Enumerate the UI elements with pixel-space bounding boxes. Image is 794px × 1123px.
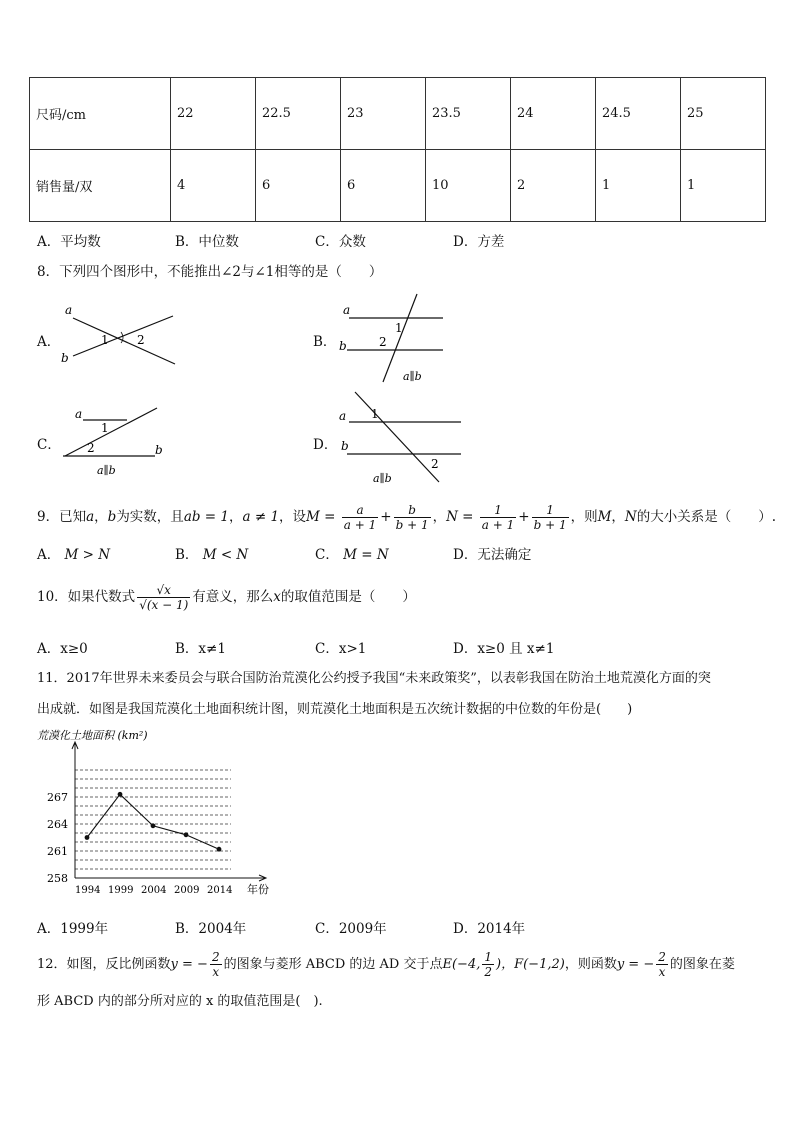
denominator: b + 1 xyxy=(395,518,429,532)
q9-frac-b xyxy=(394,503,431,532)
q12-line-2: 形 ABCD 内的部分所对应的 x 的取值范围是( ). xyxy=(37,994,323,1009)
denominator: a + 1 xyxy=(481,518,515,532)
denominator: x xyxy=(212,965,220,979)
q12-frac-e xyxy=(482,950,494,979)
angle-1-label: 1 xyxy=(395,321,403,335)
x-tick-label: 1994 xyxy=(75,885,101,896)
q8-figure-c xyxy=(55,400,175,478)
q8-figure-b xyxy=(333,290,473,385)
label-a: a xyxy=(343,303,351,317)
label-a: a xyxy=(75,407,83,421)
label-b: b xyxy=(339,339,347,353)
y-tick-label: 258 xyxy=(47,872,68,885)
q10-option-a[interactable]: A．x≥0 xyxy=(37,641,88,657)
parallel-label: a∥b xyxy=(403,370,422,383)
q12-text: 的图象在菱 xyxy=(669,957,735,972)
denominator: √(x − 1) xyxy=(139,598,189,612)
table-cell: 1 xyxy=(596,150,681,222)
y-tick-label: 267 xyxy=(47,791,68,804)
q9-option-a[interactable] xyxy=(37,543,110,563)
option-letter: C． xyxy=(315,547,339,563)
q9-text: ，设 xyxy=(279,509,307,525)
table-row xyxy=(30,150,766,222)
data-point xyxy=(85,835,90,840)
table-cell: 22 xyxy=(171,78,256,150)
numerator: 1 xyxy=(484,950,492,964)
denominator: a + 1 xyxy=(343,518,377,532)
size-sales-table xyxy=(29,77,766,222)
q9-math-ane1: a ≠ 1 xyxy=(242,509,280,525)
q9-text: ， xyxy=(611,509,625,525)
label-b: b xyxy=(341,439,349,453)
q9-math-ab: ab = 1 xyxy=(183,509,229,525)
q7-option-a[interactable]: A．平均数 xyxy=(37,234,101,250)
q12-text: )， xyxy=(496,957,515,972)
table-cell: 25 xyxy=(681,78,766,150)
angle-2-label: 2 xyxy=(379,335,387,349)
q12-frac-2 xyxy=(656,950,668,979)
numerator: b xyxy=(394,503,431,518)
q9-text: ，则 xyxy=(570,509,598,525)
table-cell: 2 xyxy=(511,150,596,222)
table-cell: 4 xyxy=(171,150,256,222)
label-b: b xyxy=(155,443,163,457)
q12-text: 12．如图，反比例函数 xyxy=(37,957,171,972)
data-point xyxy=(217,847,222,852)
q10-math-x: x xyxy=(273,589,281,605)
q12-point-f: F(−1,2) xyxy=(514,957,565,972)
q9-text: ， xyxy=(229,509,243,525)
data-point xyxy=(184,832,189,837)
numerator: a xyxy=(342,503,378,518)
table-cell: 1 xyxy=(681,150,766,222)
q9-math-M2: M xyxy=(597,509,612,525)
q11-line-1: 11．2017年世界未来委员会与联合国防治荒漠化公约授予我国“未来政策奖”，以表彰我国在防治土地荒漠化方面的突 xyxy=(37,671,711,686)
q10-option-b[interactable]: B．x≠1 xyxy=(175,641,226,657)
q10-fraction xyxy=(137,583,190,612)
series-line xyxy=(87,794,219,849)
q11-option-b[interactable]: B．2004年 xyxy=(175,921,247,937)
y-tick-label: 264 xyxy=(47,818,68,831)
angle-2-label: 2 xyxy=(431,457,439,471)
q9-math-N2: N xyxy=(624,509,637,525)
table-cell: 24.5 xyxy=(596,78,681,150)
desertification-line-chart xyxy=(35,725,285,900)
q9-frac-g2 xyxy=(532,503,569,532)
q10-text: 的取值范围是（ ） xyxy=(280,589,416,605)
q10-stem xyxy=(37,583,416,612)
angle-1-label: 1 xyxy=(101,333,109,347)
parallel-label: a∥b xyxy=(373,472,392,485)
q12-text: ，则函数 xyxy=(564,957,617,972)
q9-option-b[interactable] xyxy=(175,543,248,563)
label-b: b xyxy=(61,351,69,365)
q12-text: 的图象与菱形 ABCD 的边 AD 交于点 xyxy=(223,957,443,972)
q10-option-c[interactable]: C．x>1 xyxy=(315,641,367,657)
q11-option-d[interactable]: D．2014年 xyxy=(453,921,526,937)
q8-option-a-label[interactable]: A． xyxy=(37,334,61,350)
angle-2-label: 2 xyxy=(87,441,95,455)
q12-line-1 xyxy=(37,950,735,979)
q9-frac-g1 xyxy=(480,503,516,532)
data-point xyxy=(118,792,123,797)
option-math: M < N xyxy=(202,547,249,563)
q9-frac-a xyxy=(342,503,378,532)
chart-title: 荒漠化土地面积 (km²) xyxy=(37,729,148,742)
x-tick-label: 2009 xyxy=(174,885,200,896)
q9-option-d[interactable]: D．无法确定 xyxy=(453,547,532,563)
q9-math-N: N = xyxy=(446,509,474,525)
table-cell: 22.5 xyxy=(256,78,341,150)
q9-option-c[interactable] xyxy=(315,543,389,563)
table-cell: 10 xyxy=(426,150,511,222)
x-tick-label: 2014 xyxy=(207,885,233,896)
table-cell: 23 xyxy=(341,78,426,150)
table-row xyxy=(30,78,766,150)
option-math: M > N xyxy=(64,547,111,563)
x-tick-label: 1999 xyxy=(108,885,134,896)
q9-text: ， xyxy=(94,509,108,525)
q9-math-b: b xyxy=(107,509,117,525)
q8-option-c-label[interactable]: C． xyxy=(37,437,61,453)
q12-point-e: E(−4, xyxy=(442,957,481,972)
q12-math: y = − xyxy=(616,957,655,972)
table-cell: 尺码/cm xyxy=(30,78,171,150)
q7-option-c[interactable]: C．众数 xyxy=(315,234,366,250)
table-cell: 23.5 xyxy=(426,78,511,150)
q10-text: 有意义，那么 xyxy=(192,589,274,605)
q11-option-c[interactable]: C．2009年 xyxy=(315,921,387,937)
x-tick-label: 2004 xyxy=(141,885,167,896)
q8-figure-a xyxy=(55,298,185,370)
table-cell: 销售量/双 xyxy=(30,150,171,222)
q11-option-a[interactable]: A．1999年 xyxy=(37,921,109,937)
table-cell: 6 xyxy=(341,150,426,222)
numerator: 1 xyxy=(480,503,516,518)
q9-stem xyxy=(37,503,776,532)
q9-text: 的大小关系是（ ）. xyxy=(636,509,777,525)
table-cell: 24 xyxy=(511,78,596,150)
q12-math: y = − xyxy=(170,957,208,972)
q8-option-d-label[interactable]: D． xyxy=(313,437,338,453)
q11-line-2: 出成就．如图是我国荒漠化土地面积统计图，则荒漠化土地面积是五次统计数据的中位数的年份是( ) xyxy=(37,702,633,717)
q7-option-b[interactable]: B．中位数 xyxy=(175,234,239,250)
table-cell: 6 xyxy=(256,150,341,222)
q10-option-d[interactable]: D．x≥0 且 x≠1 xyxy=(453,641,555,657)
q7-option-d[interactable]: D．方差 xyxy=(453,234,505,250)
q10-text: 10．如果代数式 xyxy=(37,589,136,605)
option-letter: A． xyxy=(37,547,61,563)
q8-option-b-label[interactable]: B． xyxy=(313,334,337,350)
label-a: a xyxy=(339,409,347,423)
numerator: 1 xyxy=(532,503,569,518)
option-letter: B． xyxy=(175,547,199,563)
x-axis-label: 年份 xyxy=(247,883,269,896)
numerator: 2 xyxy=(211,950,220,964)
q9-text: 为实数，且 xyxy=(116,509,184,525)
plus-sign: + xyxy=(380,509,392,525)
denominator: 2 xyxy=(484,965,492,979)
q8-stem: 8．下列四个图形中，不能推出∠2与∠1相等的是（ ） xyxy=(37,264,383,280)
label-a: a xyxy=(65,303,73,317)
numerator: √x xyxy=(137,583,190,598)
angle-1-label: 1 xyxy=(371,407,379,421)
q8-figure-d xyxy=(333,390,473,488)
parallel-label: a∥b xyxy=(97,464,116,477)
plus-sign: + xyxy=(518,509,530,525)
angle-2-label: 2 xyxy=(137,333,145,347)
denominator: x xyxy=(658,965,666,979)
q12-frac xyxy=(210,950,222,979)
q9-text: 9．已知 xyxy=(37,509,87,525)
numerator: 2 xyxy=(658,950,666,964)
denominator: b + 1 xyxy=(533,518,567,532)
option-math: M = N xyxy=(343,547,389,563)
q9-math-M: M = xyxy=(306,509,336,525)
angle-1-label: 1 xyxy=(101,421,109,435)
q9-text: ， xyxy=(432,509,447,525)
q9-math-a: a xyxy=(86,509,95,525)
y-tick-label: 261 xyxy=(47,845,68,858)
data-point xyxy=(151,823,156,828)
